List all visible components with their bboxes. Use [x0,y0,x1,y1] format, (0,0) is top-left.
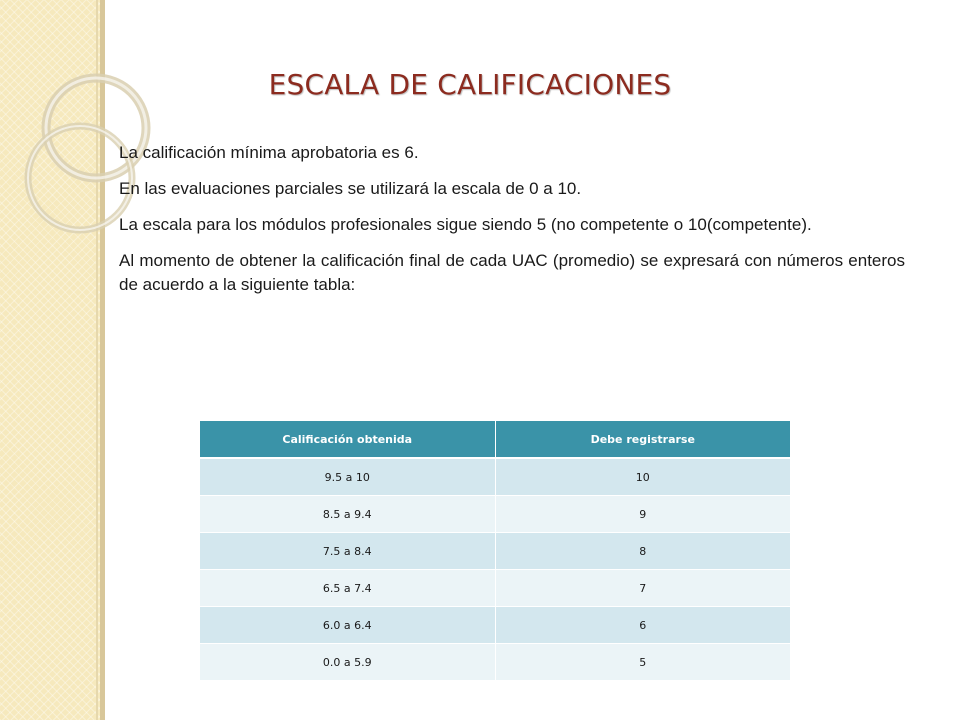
table-row [200,607,790,644]
page-title [0,68,960,101]
cell-obtained: 0.0 a 5.9 [200,644,495,681]
cell-recorded: 6 [495,607,790,644]
cell-recorded: 8 [495,533,790,570]
paragraph-partial-scale: En las evaluaciones parciales se utilizará la escala de 0 a 10. [119,179,582,198]
table-row [200,458,790,496]
paragraph-final-grade: Al momento de obtener la calificación final de cada UAC (promedio) se expresará con números enteros de acuerdo a la siguiente tabla: [119,251,905,294]
table-row [200,496,790,533]
cell-recorded: 5 [495,644,790,681]
cell-recorded: 9 [495,496,790,533]
table-row [200,533,790,570]
body-text [119,141,905,309]
cell-recorded: 10 [495,458,790,496]
header-obtained-grade: Calificación obtenida [200,421,495,458]
grade-scale-table [200,421,790,681]
cell-recorded: 7 [495,570,790,607]
table-row [200,570,790,607]
table-header-row [200,421,790,458]
paragraph-minimum-grade: La calificación mínima aprobatoria es 6. [119,143,419,162]
table-row [200,644,790,681]
cell-obtained: 6.5 a 7.4 [200,570,495,607]
title-text: ESCALA DE CALIFICACIONES [268,68,672,101]
paragraph-professional-modules: La escala para los módulos profesionales sigue siendo 5 (no competente o 10(competente). [119,215,812,234]
cell-obtained: 6.0 a 6.4 [200,607,495,644]
cell-obtained: 9.5 a 10 [200,458,495,496]
cell-obtained: 7.5 a 8.4 [200,533,495,570]
cell-obtained: 8.5 a 9.4 [200,496,495,533]
header-recorded-grade: Debe registrarse [495,421,790,458]
